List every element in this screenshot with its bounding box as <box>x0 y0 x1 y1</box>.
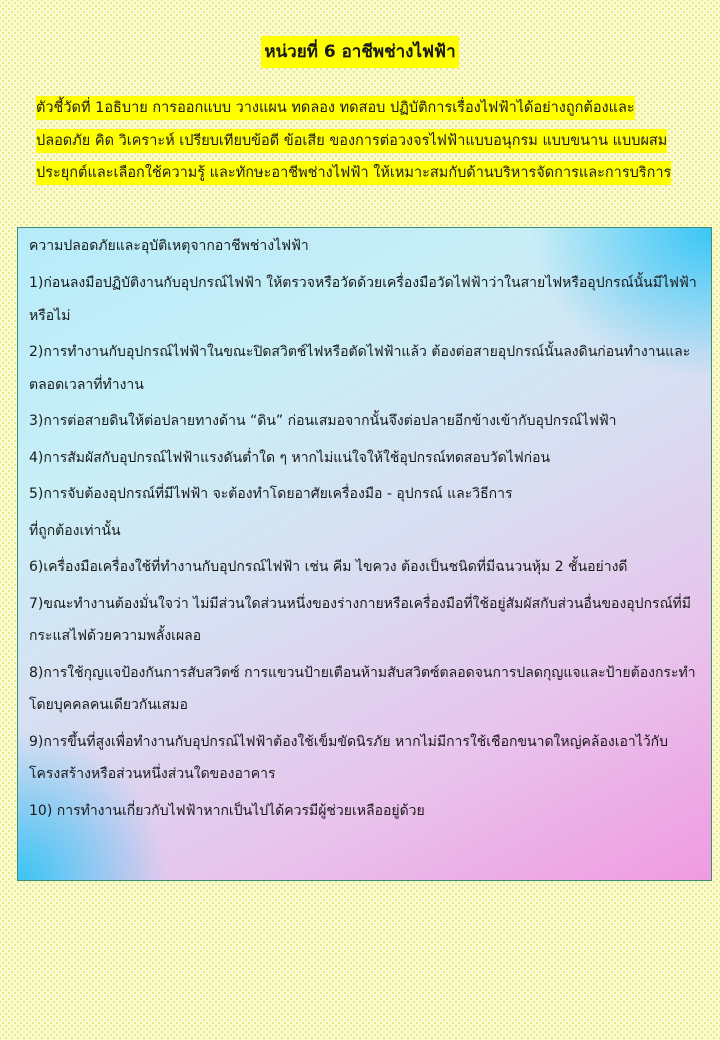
safety-rules-list <box>29 267 701 827</box>
safety-rule-8: 8)การใช้กุญแจป้องกันการสับสวิตซ์ การแขวนป้ายเตือนห้ามสับสวิตซ์ตลอดจนการปลดกุญแจและป้ายต้องกระทำโดยบุคคลคนเดียวกันเสมอ <box>29 664 696 713</box>
safety-rule-10: 10) การทำงานเกี่ยวกับไฟฟ้าหากเป็นไปได้ควรมีผู้ช่วยเหลืออยู่ด้วย <box>29 802 425 819</box>
safety-rule-1: 1)ก่อนลงมือปฏิบัติงานกับอุปกรณ์ไฟฟ้า ให้ตรวจหรือวัดด้วยเครื่องมือวัดไฟฟ้าว่าในสายไฟหรืออุปกรณ์นั้นมีไฟฟ้าหรือไม่ <box>29 275 697 324</box>
safety-heading: ความปลอดภัยและอุบัติเหตุจากอาชีพช่างไฟฟ้า <box>29 238 309 254</box>
safety-rule-4: 4)การสัมผัสกับอุปกรณ์ไฟฟ้าแรงดันต่ำใด ๆ หากไม่แน่ใจให้ใช้อุปกรณ์ทดสอบวัดไฟก่อน <box>29 449 551 466</box>
safety-rule-6: 6)เครื่องมือเครื่องใช้ที่ทำงานกับอุปกรณ์ไฟฟ้า เช่น คีม ไขควง ต้องเป็นชนิดที่มีฉนวนหุ้ม 2 ชั้นอย่างดี <box>29 559 628 575</box>
indicator-paragraph <box>36 92 688 190</box>
safety-rule-5-continued: ที่ถูกต้องเท่านั้น <box>29 522 121 539</box>
page-title-container <box>0 36 720 68</box>
safety-rule-5: 5)การจับต้องอุปกรณ์ที่มีไฟฟ้า จะต้องทำโดยอาศัยเครื่องมือ - อุปกรณ์ และวิธีการ <box>29 486 513 502</box>
indicator-text: ตัวชี้วัดที่ 1อธิบาย การออกแบบ วางแผน ทดลอง ทดสอบ ปฏิบัติการเรื่องไฟฟ้าได้อย่างถูกต้องและปลอดภัย คิด วิเคราะห์ เปรียบเทียบข้อดี ข้อเสีย ของการต่อวงจรไฟฟ้าแบบอนุกรม แบบขนาน แบบผสม ประยุกต์และเลือกใช้ความรู้ และทักษะอาชีพช่างไฟฟ้า ให้เหมาะสมกับด้านบริหารจัดการและการบริการ <box>36 96 671 185</box>
safety-rules-box <box>17 227 712 881</box>
safety-rule-2: 2)การทำงานกับอุปกรณ์ไฟฟ้าในขณะปิดสวิตช์ไฟหรือตัดไฟฟ้าแล้ว ต้องต่อสายอุปกรณ์นั้นลงดินก่อนทำงานและตลอดเวลาที่ทำงาน <box>29 344 691 393</box>
safety-rule-7: 7)ขณะทำงานต้องมั่นใจว่า ไม่มีส่วนใดส่วนหนึ่งของร่างกายหรือเครื่องมือที่ใช้อยู่สัมผัสกับส่วนอื่นของอุปกรณ์ที่มีกระแสไฟด้วยความพลั้งเผลอ <box>29 595 692 644</box>
safety-rule-9: 9)การขึ้นที่สูงเพื่อทำงานกับอุปกรณ์ไฟฟ้าต้องใช้เข็มขัดนิรภัย หากไม่มีการใช้เชือกขนาดใหญ่คล้องเอาไว้กับโครงสร้างหรือส่วนหนึ่งส่วนใดของอาคาร <box>29 733 669 782</box>
safety-rule-3: 3)การต่อสายดินให้ต่อปลายทางด้าน “ดิน” ก่อนเสมอจากนั้นจึงต่อปลายอีกข้างเข้ากับอุปกรณ์ไฟฟ้า <box>29 413 617 429</box>
page-title: หน่วยที่ 6 อาชีพช่างไฟฟ้า <box>261 36 458 68</box>
